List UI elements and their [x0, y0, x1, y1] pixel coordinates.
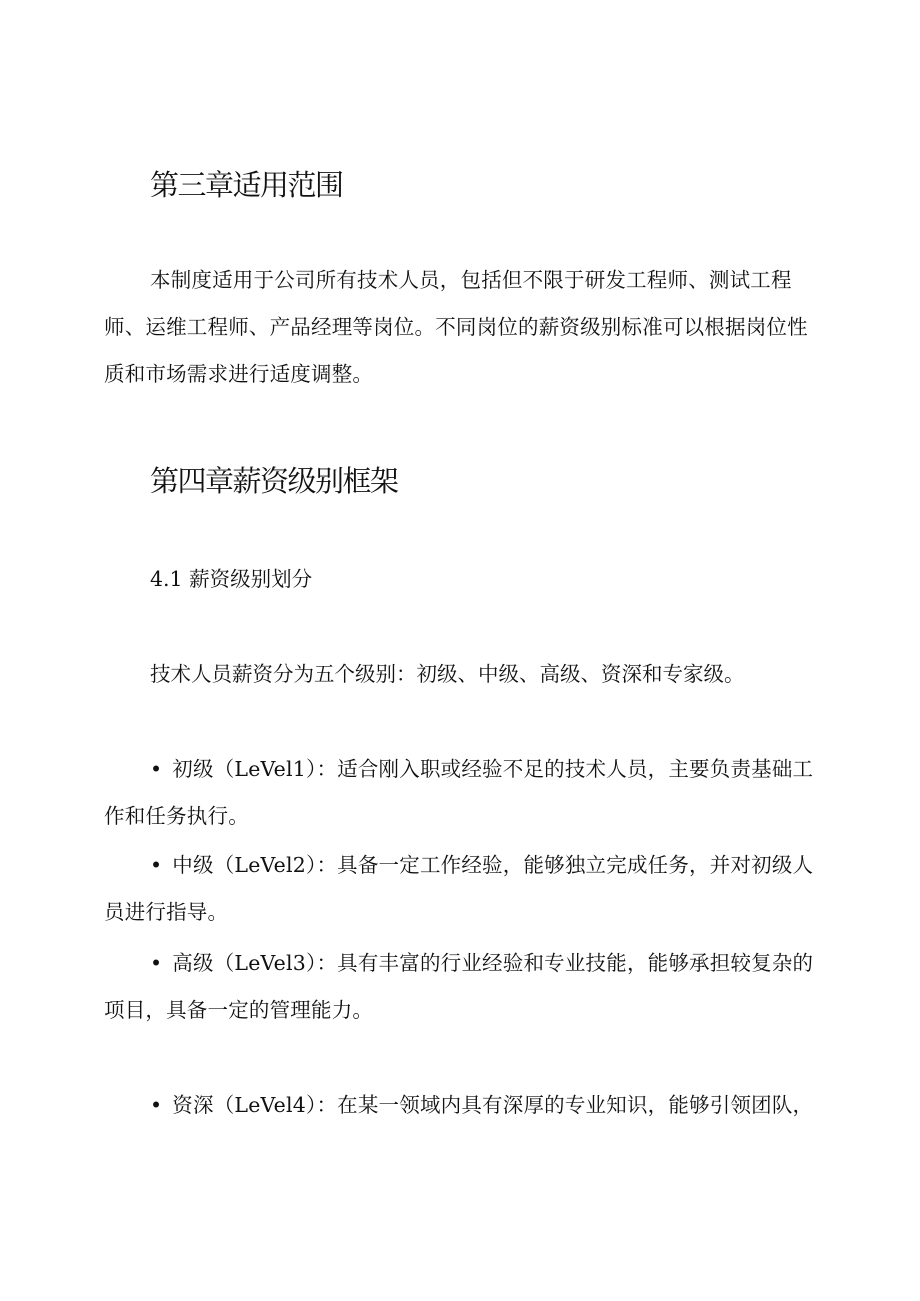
- levels-intro: 技术人员薪资分为五个级别：初级、中级、高级、资深和专家级。: [150, 662, 745, 686]
- level-item-1: [104, 746, 826, 840]
- chapter4-heading: 第四章薪资级别框架: [150, 464, 398, 498]
- level-item-3: [104, 940, 826, 1034]
- level-item-4: [104, 1082, 826, 1129]
- bullet-icon: •: [150, 757, 163, 781]
- bullet-icon: •: [150, 853, 163, 877]
- bullet-icon: •: [150, 951, 163, 975]
- chapter3-heading: 第三章适用范围: [150, 168, 343, 202]
- level-item-2: [104, 842, 826, 936]
- bullet-icon: •: [150, 1093, 163, 1117]
- level-item-text: 资深（LeVel4）：在某一领域内具有深厚的专业知识，能够引领团队，: [172, 1093, 814, 1117]
- section-4-1-label: 4.1 薪资级别划分: [150, 567, 313, 591]
- level-item-text: 中级（LeVel2）：具备一定工作经验，能够独立完成任务，并对初级人员进行指导。: [104, 853, 814, 924]
- level-item-text: 初级（LeVel1）：适合刚入职或经验不足的技术人员，主要负责基础工作和任务执行。: [104, 757, 814, 828]
- chapter3-paragraph: 本制度适用于公司所有技术人员，包括但不限于研发工程师、测试工程师、运维工程师、产品经理等岗位。不同岗位的薪资级别标准可以根据岗位性质和市场需求进行适度调整。: [104, 268, 808, 386]
- level-item-text: 高级（LeVel3）：具有丰富的行业经验和专业技能，能够承担较复杂的项目，具备一定的管理能力。: [104, 951, 814, 1022]
